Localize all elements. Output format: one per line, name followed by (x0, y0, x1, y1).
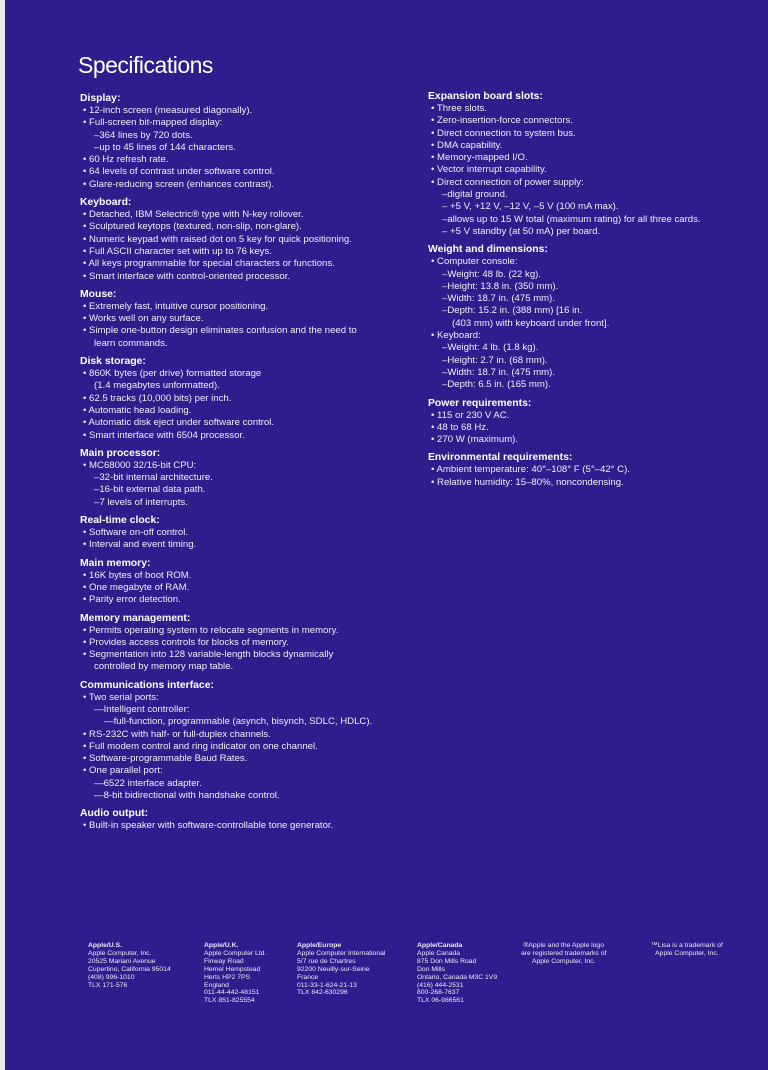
footer-line: 20525 Mariani Avenue (88, 957, 156, 965)
spec-line: • Extremely fast, intuitive cursor positioning. (83, 300, 269, 312)
spec-line: • 48 to 68 Hz. (431, 421, 489, 433)
section-heading: Main processor: (80, 447, 161, 459)
section-heading: Power requirements: (428, 397, 532, 409)
footer-line: 011-33-1-624-21-13 (297, 981, 357, 989)
spec-line: • One megabyte of RAM. (83, 581, 190, 593)
spec-line: –Width: 18.7 in. (475 mm). (442, 293, 556, 305)
spec-line: • Works well on any surface. (83, 313, 204, 325)
spec-line: –32-bit internal architecture. (94, 472, 213, 484)
footer-apple-uk (204, 942, 266, 1005)
spec-line: • Vector interrupt capability. (431, 164, 547, 176)
spec-line: • RS-232C with half- or full-duplex channels. (83, 728, 271, 740)
spec-line: • 860K bytes (per drive) formatted storage (83, 368, 262, 380)
spec-line: • 12-inch screen (measured diagonally). (83, 105, 253, 116)
spec-line: • Software on-off control. (83, 527, 189, 539)
footer-line: 875 Don Mills Road (417, 957, 477, 965)
spec-line: • Computer console: (431, 256, 518, 268)
footer-line: (416) 444-2531 (417, 981, 464, 989)
footer-line: Apple Computer, Inc. (531, 957, 596, 965)
footer-line: Apple Computer, Inc. (655, 949, 719, 957)
spec-line: • Permits operating system to relocate segments in memory. (83, 624, 339, 636)
footer-line: (408) 996-1010 (88, 973, 135, 981)
right-column (428, 90, 763, 494)
footer-line: 011-44-442-48151 (204, 989, 260, 997)
footer-office-name: Apple/U.S. (88, 942, 122, 949)
spec-line: • Numeric keypad with raised dot on 5 key for quick positioning. (83, 233, 352, 245)
spec-line: • All keys programmable for special characters or functions. (83, 258, 335, 270)
spec-section (80, 612, 430, 674)
footer-line: Don Mills (417, 965, 445, 973)
spec-section (80, 92, 430, 191)
spec-line: –Weight: 48 lb. (22 kg). (442, 268, 542, 280)
spec-line: • Keyboard: (431, 330, 481, 342)
spec-line: • 270 W (maximum). (431, 434, 519, 446)
footer-line: 5/7 rue de Chartres (297, 957, 356, 965)
spec-line: • Smart interface with control-oriented processor. (83, 270, 291, 282)
spec-section (428, 451, 763, 489)
section-heading: Memory management: (80, 612, 191, 624)
spec-line: (1.4 megabytes unformatted). (94, 380, 220, 392)
spec-line: – +5 V, +12 V, –12 V, –5 V (100 mA max). (442, 201, 619, 213)
footer-trademark-lisa (651, 942, 723, 958)
spec-line: • 115 or 230 V AC. (431, 409, 510, 421)
spec-line: –Weight: 4 lb. (1.8 kg). (442, 342, 539, 354)
spec-section (80, 196, 430, 283)
section-heading: Communications interface: (80, 679, 214, 691)
spec-line: –up to 45 lines of 144 characters. (94, 141, 236, 153)
spec-line: • DMA capability. (431, 139, 503, 151)
footer-line: Cupertino, California 95014 (88, 965, 171, 973)
spec-line: • Full modem control and ring indicator on one channel. (83, 740, 318, 752)
spec-line: –allows up to 15 W total (maximum rating) for all three cards. (442, 213, 701, 225)
spec-line: –Height: 13.8 in. (350 mm). (442, 280, 559, 292)
spec-line: —full-function, programmable (asynch, bisynch, SDLC, HDLC). (104, 716, 373, 728)
spec-line: • Provides access controls for blocks of memory. (83, 636, 289, 648)
spec-line: • Ambient temperature: 40°–108° F (5°–42° C). (431, 464, 630, 476)
spec-line: –16-bit external data path. (94, 484, 206, 496)
spec-section (428, 243, 763, 391)
spec-section (428, 397, 763, 447)
spec-line: • Parity error detection. (83, 594, 181, 606)
spec-line: • Interval and event timing. (83, 539, 197, 551)
spec-line: • Sculptured keytops (textured, non-slip, non-glare). (83, 221, 302, 233)
section-heading: Weight and dimensions: (428, 244, 548, 256)
footer-apple-europe (297, 942, 385, 997)
footer-line: are registered trademarks of (521, 949, 607, 957)
spec-line: –digital ground. (442, 189, 508, 201)
spec-line: –Height: 2.7 in. (68 mm). (442, 354, 548, 366)
spec-line: –7 levels of interrupts. (94, 496, 188, 508)
footer-line: Herts HP2 7PS (204, 973, 251, 981)
spec-line: • Direct connection to system bus. (431, 127, 576, 139)
spec-line: –Depth: 6.5 in. (165 mm). (442, 379, 551, 391)
spec-line: • Built-in speaker with software-controllable tone generator. (83, 820, 334, 832)
footer-line: France (297, 973, 319, 981)
footer-line: ®Apple and the Apple logo (523, 942, 604, 949)
section-heading: Main memory: (80, 557, 151, 569)
footer-office-name: Apple/U.K. (204, 942, 239, 949)
footer-line: TLX 851-825554 (204, 997, 255, 1005)
spec-line: • Memory-mapped I/O. (431, 152, 528, 164)
spec-line: – +5 V standby (at 50 mA) per board. (442, 225, 601, 237)
spec-line: • Detached, IBM Selectric® type with N-key rollover. (83, 209, 304, 221)
footer-line: Finway Road (204, 957, 244, 965)
footer-line: ™Lisa is a trademark of (651, 942, 723, 949)
spec-section (80, 288, 430, 350)
spec-section (80, 447, 430, 509)
spec-line: —6522 interface adapter. (94, 777, 202, 789)
footer-line: Apple Computer, Inc. (88, 949, 152, 957)
spec-section (428, 90, 763, 238)
section-heading: Audio output: (80, 808, 149, 820)
section-heading: Mouse: (80, 288, 117, 300)
spec-line: • Two serial ports: (83, 691, 159, 703)
footer-line: TLX 842-630296 (297, 989, 348, 997)
spec-line: learn commands. (94, 337, 168, 349)
section-heading: Real-time clock: (80, 515, 160, 527)
spec-line: • Glare-reducing screen (enhances contrast). (83, 178, 275, 190)
spec-line: • 60 Hz refresh rate. (83, 154, 169, 166)
footer-trademark-apple (521, 942, 606, 966)
spec-section (80, 355, 430, 442)
spec-line: • Smart interface with 6504 processor. (83, 429, 245, 441)
footer-line: TLX 06-986561 (417, 997, 464, 1005)
spec-line: controlled by memory map table. (94, 661, 234, 673)
footer-line: Apple Computer International (297, 949, 386, 957)
section-heading: Environmental requirements: (428, 452, 573, 464)
spec-section (80, 679, 430, 803)
footer-line: TLX 171-576 (88, 981, 128, 989)
spec-sheet-page (5, 0, 768, 1070)
spec-line: (403 mm) with keyboard under front]. (452, 317, 610, 329)
footer-line: 800-268-7637 (417, 989, 460, 997)
footer-office-name: Apple/Canada (417, 942, 463, 949)
page-title: Specifications (78, 52, 213, 78)
spec-line: • Three slots. (431, 103, 487, 114)
section-heading: Expansion board slots: (428, 91, 543, 102)
footer-line: Apple Computer Ltd. (204, 949, 267, 957)
spec-line: –364 lines by 720 dots. (94, 129, 193, 141)
footer-apple-canada (417, 942, 497, 1005)
spec-section (80, 557, 430, 607)
spec-line: • Segmentation into 128 variable-length blocks dynamically (83, 649, 334, 661)
spec-line: • Relative humidity: 15–80%, noncondensing. (431, 476, 624, 488)
section-heading: Disk storage: (80, 356, 146, 368)
spec-line: • Simple one-button design eliminates confusion and the need to (83, 325, 357, 337)
spec-line: • 62.5 tracks (10,000 bits) per inch. (83, 392, 232, 404)
spec-line: • Direct connection of power supply: (431, 176, 584, 188)
footer-line: England (204, 981, 229, 989)
spec-line: —Intelligent controller: (94, 703, 190, 715)
spec-line: • Automatic head loading. (83, 404, 192, 416)
spec-line: • One parallel port: (83, 765, 163, 777)
footer-line: 92200 Neuilly-sur-Seine (297, 965, 370, 973)
spec-line: –Depth: 15.2 in. (388 mm) [16 in. (442, 305, 583, 317)
section-heading: Keyboard: (80, 197, 132, 209)
left-column (80, 92, 430, 838)
spec-line: • Full-screen bit-mapped display: (83, 117, 223, 129)
section-heading: Display: (80, 93, 121, 104)
footer-office-name: Apple/Europe (297, 942, 342, 949)
spec-line: • Software-programmable Baud Rates. (83, 753, 248, 765)
footer-line: Hemel Hempstead (204, 965, 261, 973)
spec-line: • 64 levels of contrast under software control. (83, 166, 275, 178)
spec-section (80, 807, 430, 832)
spec-line: • MC68000 32/16-bit CPU: (83, 459, 197, 471)
footer-line: Apple Canada (417, 949, 461, 957)
spec-line: • Full ASCII character set with up to 76 keys. (83, 245, 272, 257)
footer-line: Ontario, Canada M3C 1V9 (417, 973, 498, 981)
spec-line: —8-bit bidirectional with handshake control. (94, 790, 280, 802)
spec-line: • 16K bytes of boot ROM. (83, 569, 192, 581)
spec-line: • Zero-insertion-force connectors. (431, 115, 573, 127)
footer-apple-us (88, 942, 171, 989)
spec-line: • Automatic disk eject under software control. (83, 417, 275, 429)
spec-section (80, 514, 430, 552)
spec-line: –Width: 18.7 in. (475 mm). (442, 366, 556, 378)
